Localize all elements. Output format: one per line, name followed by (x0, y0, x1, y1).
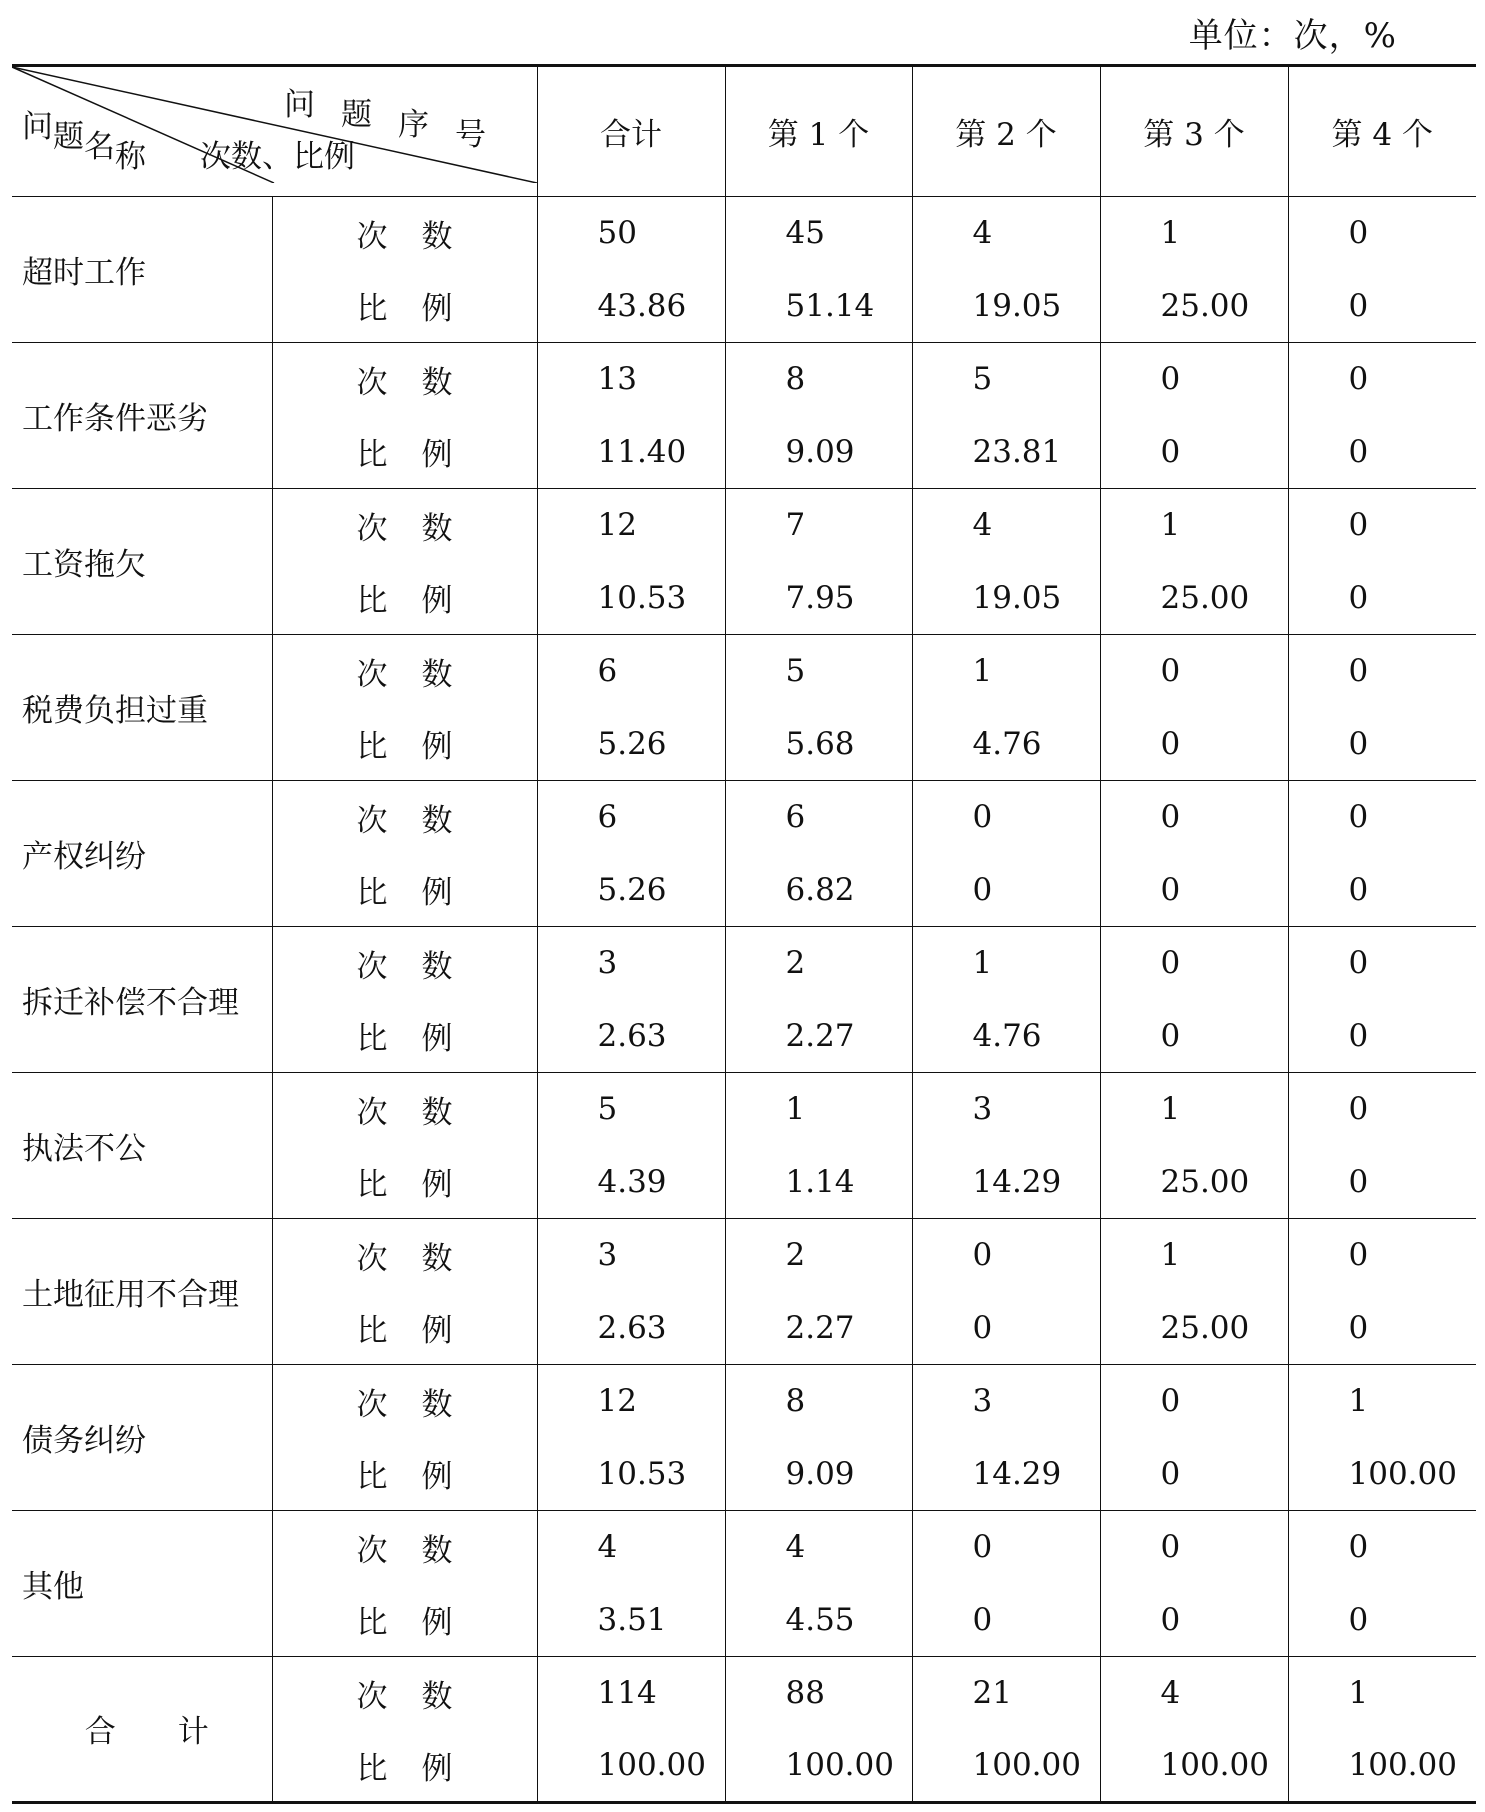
data-cell: 7 (725, 488, 912, 561)
data-cell: 13 (537, 342, 725, 415)
data-cell: 7.95 (725, 561, 912, 634)
table-row (12, 634, 1476, 707)
data-cell: 0 (1288, 1218, 1476, 1291)
problem-name: 超时工作 (12, 196, 272, 342)
data-cell: 0 (1100, 415, 1288, 488)
data-cell: 0 (1288, 999, 1476, 1072)
data-cell: 19.05 (912, 269, 1100, 342)
corner-char: 问 (22, 109, 53, 145)
data-cell: 10.53 (537, 1437, 725, 1510)
data-cell: 3 (537, 1218, 725, 1291)
data-cell: 0 (1288, 853, 1476, 926)
data-cell: 100.00 (1100, 1729, 1288, 1802)
problem-name: 工作条件恶劣 (12, 342, 272, 488)
measure-label: 次数 (272, 634, 537, 707)
measure-label: 比例 (272, 269, 537, 342)
data-cell: 4 (912, 488, 1100, 561)
data-cell: 3 (912, 1072, 1100, 1145)
data-cell: 6 (725, 780, 912, 853)
table-row (12, 780, 1476, 853)
data-cell: 0 (1100, 634, 1288, 707)
data-cell: 14.29 (912, 1145, 1100, 1218)
data-cell: 2 (725, 1218, 912, 1291)
data-cell: 100.00 (912, 1729, 1100, 1802)
data-cell: 5 (725, 634, 912, 707)
measure-label: 次数 (272, 1218, 537, 1291)
data-cell: 0 (1100, 999, 1288, 1072)
data-cell: 0 (1288, 415, 1476, 488)
corner-char: 称 (115, 139, 146, 175)
measure-label: 比例 (272, 707, 537, 780)
problem-name: 税费负担过重 (12, 634, 272, 780)
data-cell: 2.27 (725, 999, 912, 1072)
corner-char: 题 (341, 97, 372, 133)
data-cell: 0 (1288, 926, 1476, 999)
problem-name: 合 计 (84, 1714, 209, 1751)
data-cell: 1 (1100, 1072, 1288, 1145)
data-cell: 51.14 (725, 269, 912, 342)
data-cell: 12 (537, 1364, 725, 1437)
data-cell: 1 (1288, 1364, 1476, 1437)
data-cell: 3.51 (537, 1583, 725, 1656)
data-cell: 1 (725, 1072, 912, 1145)
measure-label: 比例 (272, 1729, 537, 1802)
measure-label: 比例 (272, 1291, 537, 1364)
measure-label: 次数 (272, 196, 537, 269)
data-cell: 0 (1288, 1583, 1476, 1656)
measure-label: 比例 (272, 853, 537, 926)
data-cell: 1.14 (725, 1145, 912, 1218)
data-cell: 0 (912, 1218, 1100, 1291)
data-cell: 0 (912, 1291, 1100, 1364)
data-cell: 0 (1288, 1072, 1476, 1145)
measure-label: 次数 (272, 1510, 537, 1583)
data-cell: 5 (912, 342, 1100, 415)
data-cell: 9.09 (725, 1437, 912, 1510)
data-cell: 2.63 (537, 1291, 725, 1364)
data-cell: 114 (537, 1656, 725, 1729)
table-row (12, 926, 1476, 999)
data-cell: 0 (1288, 342, 1476, 415)
data-cell: 0 (1288, 707, 1476, 780)
data-cell: 4 (537, 1510, 725, 1583)
data-cell: 2.27 (725, 1291, 912, 1364)
measure-label: 次数 (272, 488, 537, 561)
table-row (12, 488, 1476, 561)
data-cell: 6 (537, 634, 725, 707)
measure-label: 比例 (272, 1583, 537, 1656)
data-cell: 0 (1100, 707, 1288, 780)
data-cell: 0 (1100, 853, 1288, 926)
data-cell: 4 (1100, 1656, 1288, 1729)
data-cell: 3 (912, 1364, 1100, 1437)
data-cell: 25.00 (1100, 1291, 1288, 1364)
data-cell: 0 (912, 1583, 1100, 1656)
corner-char: 名 (84, 129, 115, 165)
data-cell: 0 (912, 1510, 1100, 1583)
data-cell: 10.53 (537, 561, 725, 634)
problem-name: 债务纠纷 (12, 1364, 272, 1510)
measure-label: 比例 (272, 561, 537, 634)
data-cell: 25.00 (1100, 269, 1288, 342)
data-cell: 6 (537, 780, 725, 853)
data-cell: 50 (537, 196, 725, 269)
corner-char: 问 (284, 87, 315, 123)
measure-label: 比例 (272, 415, 537, 488)
data-cell: 100.00 (1288, 1729, 1476, 1802)
data-cell: 0 (1288, 269, 1476, 342)
data-cell: 100.00 (725, 1729, 912, 1802)
data-cell: 25.00 (1100, 561, 1288, 634)
measure-label: 次数 (272, 926, 537, 999)
data-cell: 5 (537, 1072, 725, 1145)
data-cell: 6.82 (725, 853, 912, 926)
data-cell: 0 (1288, 1291, 1476, 1364)
data-cell: 8 (725, 1364, 912, 1437)
measure-label: 次数 (272, 1656, 537, 1729)
measure-label: 次数 (272, 780, 537, 853)
corner-char: 题 (53, 119, 84, 155)
data-cell: 0 (912, 780, 1100, 853)
problem-name: 工资拖欠 (12, 488, 272, 634)
data-cell: 25.00 (1100, 1145, 1288, 1218)
data-cell: 5.26 (537, 853, 725, 926)
data-cell: 0 (1100, 1510, 1288, 1583)
corner-char: 序 (398, 107, 429, 143)
header-row (12, 66, 1476, 197)
data-cell: 0 (1100, 342, 1288, 415)
data-cell: 14.29 (912, 1437, 1100, 1510)
data-cell: 4.55 (725, 1583, 912, 1656)
corner-column-title (284, 79, 512, 153)
data-cell: 5.26 (537, 707, 725, 780)
data-cell: 8 (725, 342, 912, 415)
data-cell: 0 (1288, 780, 1476, 853)
data-cell: 3 (537, 926, 725, 999)
data-cell: 0 (1288, 561, 1476, 634)
unit-label: 单位：次，% (1188, 16, 1397, 56)
measure-label: 次数 (272, 1364, 537, 1437)
table-row (12, 342, 1476, 415)
data-cell: 0 (1288, 1510, 1476, 1583)
data-cell: 0 (1288, 634, 1476, 707)
data-cell: 11.40 (537, 415, 725, 488)
data-cell: 0 (1100, 1437, 1288, 1510)
data-cell: 1 (1100, 1218, 1288, 1291)
data-cell: 2 (725, 926, 912, 999)
data-cell: 1 (1100, 488, 1288, 561)
data-cell: 9.09 (725, 415, 912, 488)
data-cell: 1 (912, 926, 1100, 999)
problem-name: 产权纠纷 (12, 780, 272, 926)
measure-label: 比例 (272, 999, 537, 1072)
data-cell: 2.63 (537, 999, 725, 1072)
data-cell: 0 (1100, 1364, 1288, 1437)
data-cell: 0 (912, 853, 1100, 926)
problem-name: 执法不公 (12, 1072, 272, 1218)
data-cell: 45 (725, 196, 912, 269)
data-cell: 1 (1288, 1656, 1476, 1729)
measure-label: 比例 (272, 1437, 537, 1510)
data-cell: 4 (912, 196, 1100, 269)
data-cell: 0 (1100, 1583, 1288, 1656)
data-cell: 100.00 (537, 1729, 725, 1802)
data-cell: 4.76 (912, 707, 1100, 780)
problem-name: 其他 (12, 1510, 272, 1656)
data-cell: 1 (1100, 196, 1288, 269)
measure-label: 次数 (272, 342, 537, 415)
data-cell: 43.86 (537, 269, 725, 342)
problem-name: 土地征用不合理 (12, 1218, 272, 1364)
measure-label: 次数 (272, 1072, 537, 1145)
table-row (12, 196, 1476, 269)
column-header: 第 1 个 (725, 66, 912, 197)
table-row (12, 1656, 1476, 1729)
problem-name: 拆迁补偿不合理 (12, 926, 272, 1072)
data-cell: 1 (912, 634, 1100, 707)
data-cell: 0 (1288, 196, 1476, 269)
data-cell: 4.76 (912, 999, 1100, 1072)
column-header: 第 2 个 (912, 66, 1100, 197)
table-row (12, 1364, 1476, 1437)
data-cell: 0 (1288, 1145, 1476, 1218)
column-header: 合计 (537, 66, 725, 197)
data-cell: 88 (725, 1656, 912, 1729)
corner-char: 号 (455, 117, 486, 153)
table-row (12, 1072, 1476, 1145)
data-cell: 21 (912, 1656, 1100, 1729)
data-cell: 4.39 (537, 1145, 725, 1218)
column-header: 第 4 个 (1288, 66, 1476, 197)
data-cell: 0 (1100, 780, 1288, 853)
corner-row-title (22, 101, 146, 175)
measure-label: 比例 (272, 1145, 537, 1218)
corner-header (12, 66, 537, 197)
statistics-table (12, 64, 1476, 1804)
column-header: 第 3 个 (1100, 66, 1288, 197)
data-cell: 5.68 (725, 707, 912, 780)
data-cell: 100.00 (1288, 1437, 1476, 1510)
corner-value-title: 次数、比例 (200, 139, 355, 175)
data-cell: 0 (1100, 926, 1288, 999)
data-cell: 12 (537, 488, 725, 561)
table-row (12, 1510, 1476, 1583)
data-cell: 23.81 (912, 415, 1100, 488)
table-row (12, 1218, 1476, 1291)
data-cell: 0 (1288, 488, 1476, 561)
data-cell: 19.05 (912, 561, 1100, 634)
data-cell: 4 (725, 1510, 912, 1583)
